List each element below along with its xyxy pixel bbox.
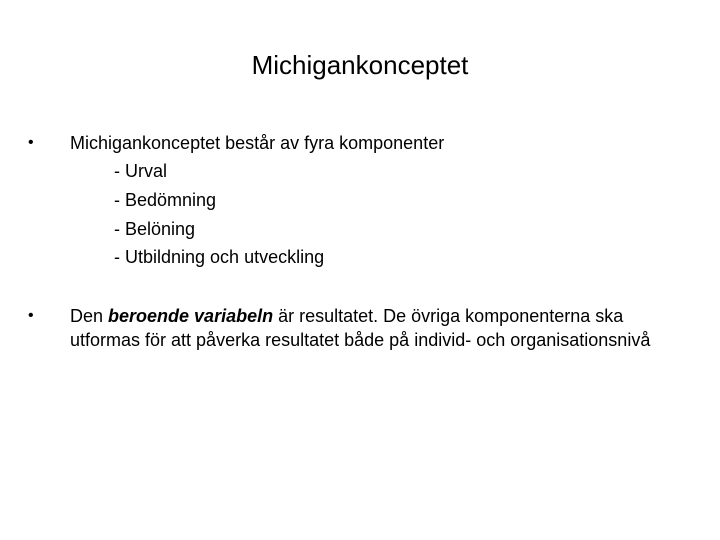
bullet-item-components (28, 131, 688, 272)
text-after: är resultatet. De övriga komponenterna ska utformas för att påverka resultatet både på individ- och organisationsnivå (70, 306, 651, 350)
text-before: Den (70, 306, 109, 326)
bullet-text: Michigankonceptet består av fyra komponenter (70, 133, 445, 153)
sub-item-bedomning: - Bedömning (114, 189, 217, 210)
emphasized-term: beroende variabeln (108, 306, 274, 326)
bullet-icon: • (28, 307, 34, 324)
bullet-text (70, 304, 688, 352)
sub-item-utbildning: - Utbildning och utveckling (114, 247, 325, 268)
sub-list (114, 157, 688, 272)
sub-item-beloning: - Belöning (114, 218, 196, 239)
slide-title: Michigankonceptet (251, 50, 469, 80)
bullet-item-dependent-variable (28, 304, 688, 352)
bullet-icon: • (28, 134, 34, 151)
sub-item-urval: - Urval (114, 161, 167, 181)
